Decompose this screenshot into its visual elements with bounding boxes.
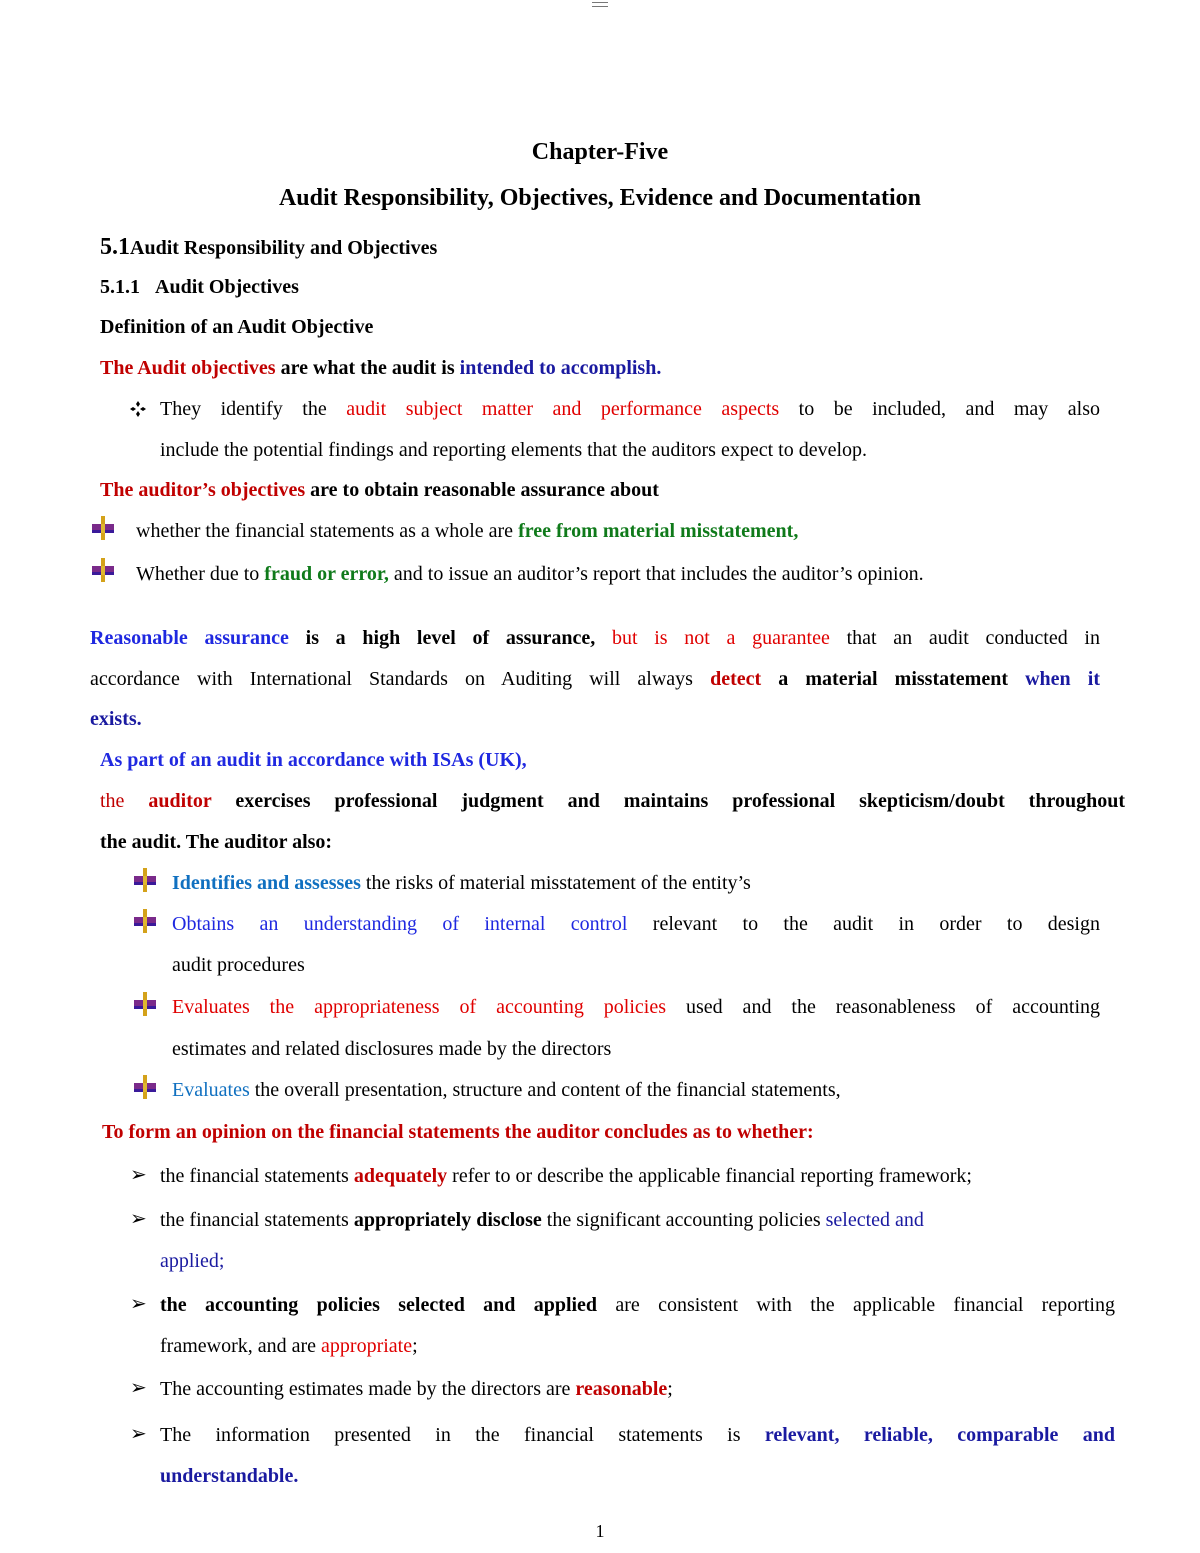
header-mark [592,2,608,7]
paragraph-identify-cont: include the potential findings and reporting elements that the auditors expect to develop. [160,439,868,461]
pushpin-bullet-icon [90,558,116,582]
definition-heading: Definition of an Audit Objective [100,316,374,338]
text-segment: the overall presentation, structure and content of the financial statements, [249,1079,841,1101]
text-segment: accordance with International Standards on Auditing will always [90,668,711,690]
term-selected-and: selected and [825,1209,924,1231]
paragraph-auditor-objectives [100,480,659,500]
paragraph-isas: As part of an audit in accordance with ISAs (UK), [100,749,527,771]
paragraph-auditor-also: the audit. The auditor also: [100,831,333,853]
chapter-title: Audit Responsibility, Objectives, Evidence and Documentation [278,185,922,211]
four-diamond-bullet-icon [130,401,146,417]
list-item-information [160,1425,1115,1445]
list-item-adequately [160,1166,972,1186]
term-evaluates: Evaluates [172,1079,250,1101]
term-appropriateness: Evaluates the appropriateness of accounting policies [172,996,667,1018]
term-auditor-objectives: The auditor’s objectives [100,479,306,501]
list-item-presentation [172,1080,841,1100]
text-segment: ; [412,1335,418,1357]
text-segment: The information presented in the financial statements is [160,1424,765,1446]
term-appropriate: appropriate [321,1335,413,1357]
text-segment: a material misstatement [761,668,1008,690]
pushpin-bullet-icon [132,909,158,933]
text-segment: the financial statements [160,1165,354,1187]
term-applied: applied; [160,1250,225,1272]
term-reasonable: reasonable [575,1378,668,1400]
term-reasonable-assurance: Reasonable assurance [90,627,289,649]
text-segment: are what the audit is [275,357,460,379]
text-segment: the significant accounting policies [541,1209,826,1231]
list-item-accounting-policies [172,997,1100,1017]
pushpin-bullet-icon [132,992,158,1016]
term-internal-control: Obtains an understanding of internal control [172,913,628,935]
section-title: Audit Responsibility and Objectives [130,237,438,259]
text-segment: They identify the [160,398,347,420]
list-item-consistent-cont [160,1336,418,1356]
term-when-it: when it [1007,668,1100,690]
paragraph-form-opinion: To form an opinion on the financial statements the auditor concludes as to whether: [102,1121,814,1143]
subsection-number: 5.1.1 [100,276,140,298]
text-segment: framework, and are [160,1335,322,1357]
term-identifies: Identifies and assesses [172,872,361,894]
text-segment: Whether due to [136,563,265,585]
chapter-heading: Chapter-Five [531,139,669,165]
term-free-from-misstatement: free from material misstatement, [518,520,799,542]
term-appropriately-disclose: appropriately disclose [353,1209,542,1231]
pushpin-bullet-icon [132,868,158,892]
paragraph-reasonable-assurance [90,628,1100,648]
list-item-identifies [172,873,751,893]
paragraph-audit-objectives [100,358,661,378]
term-intended: intended to accomplish. [459,357,662,379]
list-item-internal-control-cont: audit procedures [172,954,305,976]
term-understandable: understandable. [160,1465,299,1487]
pushpin-bullet-icon [132,1075,158,1099]
text-segment: are to obtain reasonable assurance about [305,479,659,501]
text-segment: whether the financial statements as a whole are [136,520,519,542]
bullet-fraud-or-error [136,564,924,584]
term-policies-selected: the accounting policies selected and applied [160,1294,598,1316]
text-segment: relevant to the audit in order to design [627,913,1100,935]
text-segment: to be included, and may also [779,398,1101,420]
text-segment: The accounting estimates made by the directors are [160,1378,576,1400]
text-segment: ; [667,1378,673,1400]
arrowhead-bullet-icon: ➢ [130,1162,147,1186]
term-detect: detect [710,668,762,690]
subsection-title: Audit Objectives [155,276,299,298]
text-segment: that an audit conducted in [829,627,1100,649]
text-segment: used and the reasonableness of accounting [666,996,1101,1018]
term-fraud-or-error: fraud or error, [264,563,389,585]
bullet-free-from-misstatement [136,521,798,541]
term-adequately: adequately [353,1165,448,1187]
page-number: 1 [595,1521,605,1541]
section-number: 5.1 [100,234,130,260]
text-segment: exercises professional judgment and maintains professional skepticism/doubt throughout [211,790,1126,812]
list-item-internal-control [172,914,1100,934]
term-audit-objectives: The Audit objectives [100,357,276,379]
arrowhead-bullet-icon: ➢ [130,1206,147,1230]
paragraph-identify [160,399,1100,419]
list-item-consistent [160,1295,1115,1315]
paragraph-reasonable-assurance-cont [90,669,1100,689]
term-exists: exists. [90,708,142,730]
text-segment: are consistent with the applicable financial reporting [597,1294,1115,1316]
text-segment: the financial statements [160,1209,354,1231]
arrowhead-bullet-icon: ➢ [130,1291,147,1315]
list-item-disclose [160,1210,924,1230]
section-heading [100,235,437,259]
term-not-guarantee: but is not a guarantee [595,627,830,649]
text-segment: refer to or describe the applicable financial reporting framework; [447,1165,972,1187]
text-segment: is a high level of assurance, [288,627,596,649]
subsection-heading [100,277,299,297]
arrowhead-bullet-icon: ➢ [130,1421,147,1445]
list-item-estimates [160,1379,673,1399]
list-item-accounting-policies-cont: estimates and related disclosures made by the directors [172,1038,612,1060]
text-segment: and to issue an auditor’s report that includes the auditor’s opinion. [388,563,924,585]
paragraph-auditor-exercises [100,791,1125,811]
term-subject-matter: audit subject matter and performance aspects [346,398,780,420]
pushpin-bullet-icon [90,516,116,540]
term-relevant-reliable: relevant, reliable, comparable and [764,1424,1115,1446]
text-segment: the [100,790,149,812]
text-segment: the risks of material misstatement of the entity’s [360,872,751,894]
term-auditor: auditor [148,790,212,812]
arrowhead-bullet-icon: ➢ [130,1375,147,1399]
